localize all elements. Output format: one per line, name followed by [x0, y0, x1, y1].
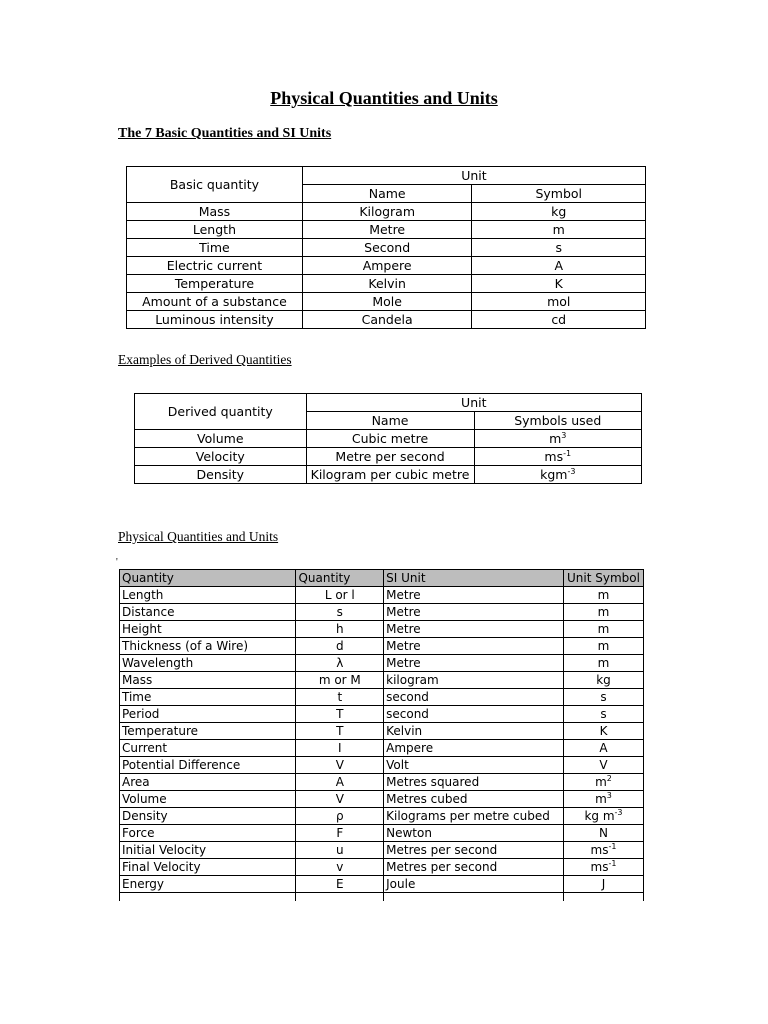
unit-symbol-cell — [564, 808, 644, 825]
unit-symbol-cell — [564, 876, 644, 893]
unit-symbol-base: A — [599, 740, 608, 755]
unit-name-cell: Kelvin — [302, 275, 472, 293]
unit-symbol-exponent: -3 — [614, 807, 623, 817]
quantity-cell: Electric current — [127, 257, 303, 275]
page-title: Physical Quantities and Units — [270, 88, 498, 108]
unit-symbol-exponent: 3 — [606, 790, 612, 800]
table-row — [120, 706, 644, 723]
quantity-cell: Mass — [127, 203, 303, 221]
quantity-symbol-cell: T — [296, 723, 384, 740]
table-row-continuation — [120, 893, 644, 902]
unit-symbol-cell — [564, 587, 644, 604]
unit-symbol-base: s — [600, 706, 607, 721]
header-derived-quantity: Derived quantity — [135, 394, 307, 430]
quantity-symbol-cell: V — [296, 757, 384, 774]
quantity-cell: Volume — [120, 791, 296, 808]
table-row — [135, 466, 642, 484]
si-unit-cell: Metres per second — [384, 859, 564, 876]
quantity-cell: Final Velocity — [120, 859, 296, 876]
quantity-cell: Density — [135, 466, 307, 484]
header-unit: Unit — [306, 394, 641, 412]
quantity-cell: Time — [120, 689, 296, 706]
unit-symbol-base: ms — [544, 448, 564, 464]
table-row — [135, 430, 642, 448]
quantity-symbol-cell: t — [296, 689, 384, 706]
table-row — [135, 448, 642, 466]
empty-cell — [120, 893, 296, 902]
quantity-cell: Distance — [120, 604, 296, 621]
si-unit-cell: Metre — [384, 655, 564, 672]
section-heading-basic-quantities: The 7 Basic Quantities and SI Units — [118, 126, 332, 141]
unit-name-cell: Candela — [302, 311, 472, 329]
header-basic-quantity: Basic quantity — [127, 167, 303, 203]
table-row — [120, 791, 644, 808]
si-unit-cell: second — [384, 689, 564, 706]
si-unit-cell: Volt — [384, 757, 564, 774]
unit-symbol-cell — [564, 791, 644, 808]
quantity-cell: Initial Velocity — [120, 842, 296, 859]
quantity-symbol-cell: h — [296, 621, 384, 638]
unit-symbol-cell — [564, 740, 644, 757]
si-unit-cell: Joule — [384, 876, 564, 893]
quantity-cell: Temperature — [120, 723, 296, 740]
quantity-symbol-cell: A — [296, 774, 384, 791]
physical-quantities-table — [119, 569, 644, 901]
si-unit-cell: Ampere — [384, 740, 564, 757]
table-row — [120, 689, 644, 706]
unit-symbol-base: ms — [590, 842, 609, 857]
unit-symbol-base: J — [601, 876, 606, 891]
si-unit-cell: Metres squared — [384, 774, 564, 791]
unit-symbol-base: V — [599, 757, 608, 772]
table-header-row — [135, 394, 642, 412]
table-row — [120, 604, 644, 621]
unit-symbol-base: kg — [596, 672, 611, 687]
section-heading-derived-quantities: Examples of Derived Quantities — [118, 352, 292, 367]
table-row — [127, 203, 646, 221]
quantity-cell: Length — [127, 221, 303, 239]
unit-symbol-base: m — [597, 621, 610, 636]
unit-symbol-base: kgm — [540, 466, 568, 482]
unit-symbol-cell — [564, 842, 644, 859]
quantity-symbol-cell: m or M — [296, 672, 384, 689]
header-unit: Unit — [302, 167, 645, 185]
unit-symbol-cell: s — [472, 239, 646, 257]
quantity-cell: Period — [120, 706, 296, 723]
unit-name-cell: Cubic metre — [306, 430, 474, 448]
basic-quantities-table — [126, 166, 646, 329]
header-quantity-symbol: Quantity — [296, 570, 384, 587]
table-header-row — [120, 570, 644, 587]
quantity-symbol-cell: T — [296, 706, 384, 723]
si-unit-cell: Metre — [384, 621, 564, 638]
unit-symbol-exponent: -3 — [567, 466, 576, 476]
si-unit-cell: Metre — [384, 604, 564, 621]
unit-symbol-cell — [564, 604, 644, 621]
unit-symbol-base: m — [597, 638, 610, 653]
table-row — [127, 293, 646, 311]
table-row — [120, 723, 644, 740]
si-unit-cell: kilogram — [384, 672, 564, 689]
si-unit-cell: Metre — [384, 587, 564, 604]
table-row — [127, 275, 646, 293]
quantity-cell: Volume — [135, 430, 307, 448]
quantity-cell: Mass — [120, 672, 296, 689]
table-row — [120, 587, 644, 604]
unit-name-cell: Kilogram per cubic metre — [306, 466, 474, 484]
table-row — [127, 221, 646, 239]
table-row — [127, 239, 646, 257]
unit-symbol-exponent: -1 — [608, 841, 617, 851]
table-row — [120, 655, 644, 672]
quantity-symbol-cell: L or l — [296, 587, 384, 604]
header-si-unit: SI Unit — [384, 570, 564, 587]
table-row — [127, 311, 646, 329]
unit-symbol-cell: m — [472, 221, 646, 239]
unit-symbol-cell: K — [472, 275, 646, 293]
unit-symbol-base: s — [600, 689, 607, 704]
quantity-cell: Velocity — [135, 448, 307, 466]
header-quantity: Quantity — [120, 570, 296, 587]
header-name: Name — [302, 185, 472, 203]
table-row — [120, 808, 644, 825]
table-row — [120, 774, 644, 791]
unit-name-cell: Ampere — [302, 257, 472, 275]
unit-symbol-base: m — [549, 430, 562, 446]
si-unit-cell: Metres per second — [384, 842, 564, 859]
table-row — [120, 859, 644, 876]
unit-name-cell: Second — [302, 239, 472, 257]
unit-name-cell: Kilogram — [302, 203, 472, 221]
si-unit-cell: Kelvin — [384, 723, 564, 740]
quantity-cell: Energy — [120, 876, 296, 893]
quantity-symbol-cell: s — [296, 604, 384, 621]
unit-symbol-cell — [474, 448, 642, 466]
unit-symbol-cell — [474, 430, 642, 448]
quantity-cell: Force — [120, 825, 296, 842]
unit-symbol-cell — [564, 774, 644, 791]
unit-symbol-exponent: -1 — [563, 448, 572, 458]
quantity-symbol-cell: F — [296, 825, 384, 842]
unit-symbol-base: m — [595, 791, 607, 806]
unit-symbol-exponent: -1 — [608, 858, 617, 868]
unit-name-cell: Metre per second — [306, 448, 474, 466]
header-symbol: Symbol — [472, 185, 646, 203]
header-symbols-used: Symbols used — [474, 412, 642, 430]
table-row — [120, 825, 644, 842]
quantity-cell: Amount of a substance — [127, 293, 303, 311]
unit-symbol-base: K — [599, 723, 608, 738]
derived-quantities-table — [134, 393, 642, 484]
si-unit-cell: Newton — [384, 825, 564, 842]
table-row — [120, 757, 644, 774]
empty-cell — [296, 893, 384, 902]
unit-symbol-cell — [564, 757, 644, 774]
quantity-symbol-cell: V — [296, 791, 384, 808]
table-row — [127, 257, 646, 275]
table-row — [120, 672, 644, 689]
table-row — [120, 638, 644, 655]
unit-symbol-cell — [564, 638, 644, 655]
unit-symbol-cell: A — [472, 257, 646, 275]
quantity-symbol-cell: ρ — [296, 808, 384, 825]
empty-cell — [564, 893, 644, 902]
quantity-cell: Potential Difference — [120, 757, 296, 774]
quantity-symbol-cell: E — [296, 876, 384, 893]
unit-symbol-base: kg m — [584, 808, 615, 823]
unit-symbol-exponent: 2 — [606, 773, 612, 783]
quantity-symbol-cell: I — [296, 740, 384, 757]
quantity-symbol-cell: d — [296, 638, 384, 655]
unit-name-cell: Mole — [302, 293, 472, 311]
header-unit-symbol: Unit Symbol — [564, 570, 644, 587]
quantity-cell: Area — [120, 774, 296, 791]
unit-symbol-cell — [474, 466, 642, 484]
quantity-cell: Wavelength — [120, 655, 296, 672]
stray-mark: ' — [116, 557, 118, 568]
unit-symbol-cell — [564, 655, 644, 672]
quantity-cell: Current — [120, 740, 296, 757]
unit-symbol-cell — [564, 689, 644, 706]
unit-symbol-base: m — [595, 774, 607, 789]
unit-symbol-base: m — [597, 587, 610, 602]
quantity-cell: Length — [120, 587, 296, 604]
quantity-cell: Density — [120, 808, 296, 825]
unit-symbol-cell — [564, 859, 644, 876]
quantity-cell: Temperature — [127, 275, 303, 293]
empty-cell — [384, 893, 564, 902]
unit-symbol-exponent: 3 — [561, 430, 567, 440]
unit-symbol-cell: cd — [472, 311, 646, 329]
quantity-symbol-cell: λ — [296, 655, 384, 672]
unit-name-cell: Metre — [302, 221, 472, 239]
table-row — [120, 621, 644, 638]
table-row — [120, 876, 644, 893]
unit-symbol-cell: mol — [472, 293, 646, 311]
unit-symbol-cell — [564, 723, 644, 740]
header-name: Name — [306, 412, 474, 430]
unit-symbol-cell — [564, 825, 644, 842]
quantity-symbol-cell: v — [296, 859, 384, 876]
unit-symbol-cell: kg — [472, 203, 646, 221]
si-unit-cell: Metre — [384, 638, 564, 655]
quantity-cell: Thickness (of a Wire) — [120, 638, 296, 655]
unit-symbol-base: m — [597, 655, 610, 670]
quantity-cell: Time — [127, 239, 303, 257]
quantity-symbol-cell: u — [296, 842, 384, 859]
si-unit-cell: second — [384, 706, 564, 723]
unit-symbol-base: N — [599, 825, 608, 840]
table-row — [120, 842, 644, 859]
unit-symbol-cell — [564, 621, 644, 638]
unit-symbol-base: m — [597, 604, 610, 619]
section-heading-physical-quantities: Physical Quantities and Units — [118, 529, 279, 544]
unit-symbol-cell — [564, 706, 644, 723]
si-unit-cell: Metres cubed — [384, 791, 564, 808]
unit-symbol-cell — [564, 672, 644, 689]
si-unit-cell: Kilograms per metre cubed — [384, 808, 564, 825]
unit-symbol-base: ms — [590, 859, 609, 874]
quantity-cell: Height — [120, 621, 296, 638]
table-row — [120, 740, 644, 757]
table-header-row — [127, 167, 646, 185]
quantity-cell: Luminous intensity — [127, 311, 303, 329]
